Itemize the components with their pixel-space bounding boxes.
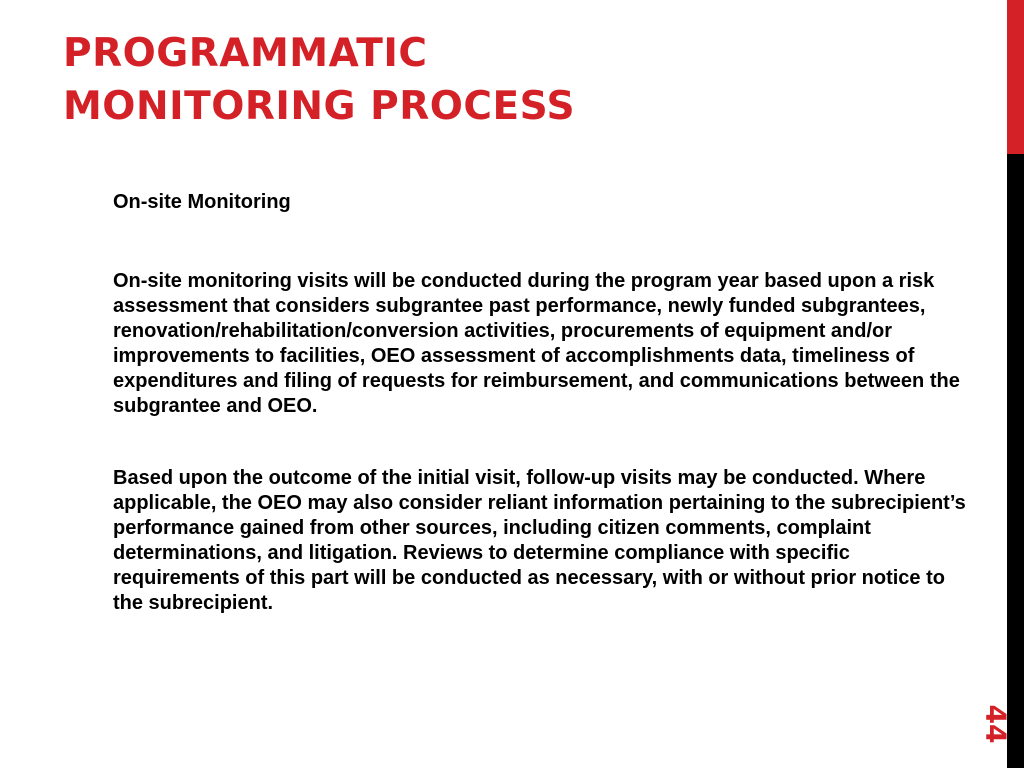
slide-title-line-2: MONITORING PROCESS bbox=[63, 84, 576, 129]
sidebar-accent-red bbox=[1007, 0, 1024, 154]
slide-body bbox=[113, 190, 973, 616]
body-paragraph-2: Based upon the outcome of the initial visit, follow-up visits may be conducted. Where applicable, the OEO may also consider reliant information pertaining to the subrecipient’s performance gained from other sources, including citizen comments, complaint determinations, and litigation. Reviews to determine compliance with specific requirements of this part will be conducted as necessary, with or without prior notice to the subrecipient. bbox=[113, 467, 966, 614]
section-subheading: On-site Monitoring bbox=[113, 191, 291, 213]
body-paragraph-1: On-site monitoring visits will be conducted during the program year based upon a risk assessment that considers subgrantee past performance, newly funded subgrantees, renovation/rehabilitation/conversion activities, procurements of equipment and/or improvements to facilities, OEO assessment of accomplishments data, timeliness of expenditures and filing of requests for reimbursement, and communications between the subgrantee and OEO. bbox=[113, 270, 960, 417]
slide-title-line-1: PROGRAMMATIC bbox=[63, 31, 428, 76]
slide-title bbox=[63, 27, 963, 133]
sidebar-accent-black bbox=[1007, 154, 1024, 768]
slide-number: 44 bbox=[979, 704, 1013, 744]
